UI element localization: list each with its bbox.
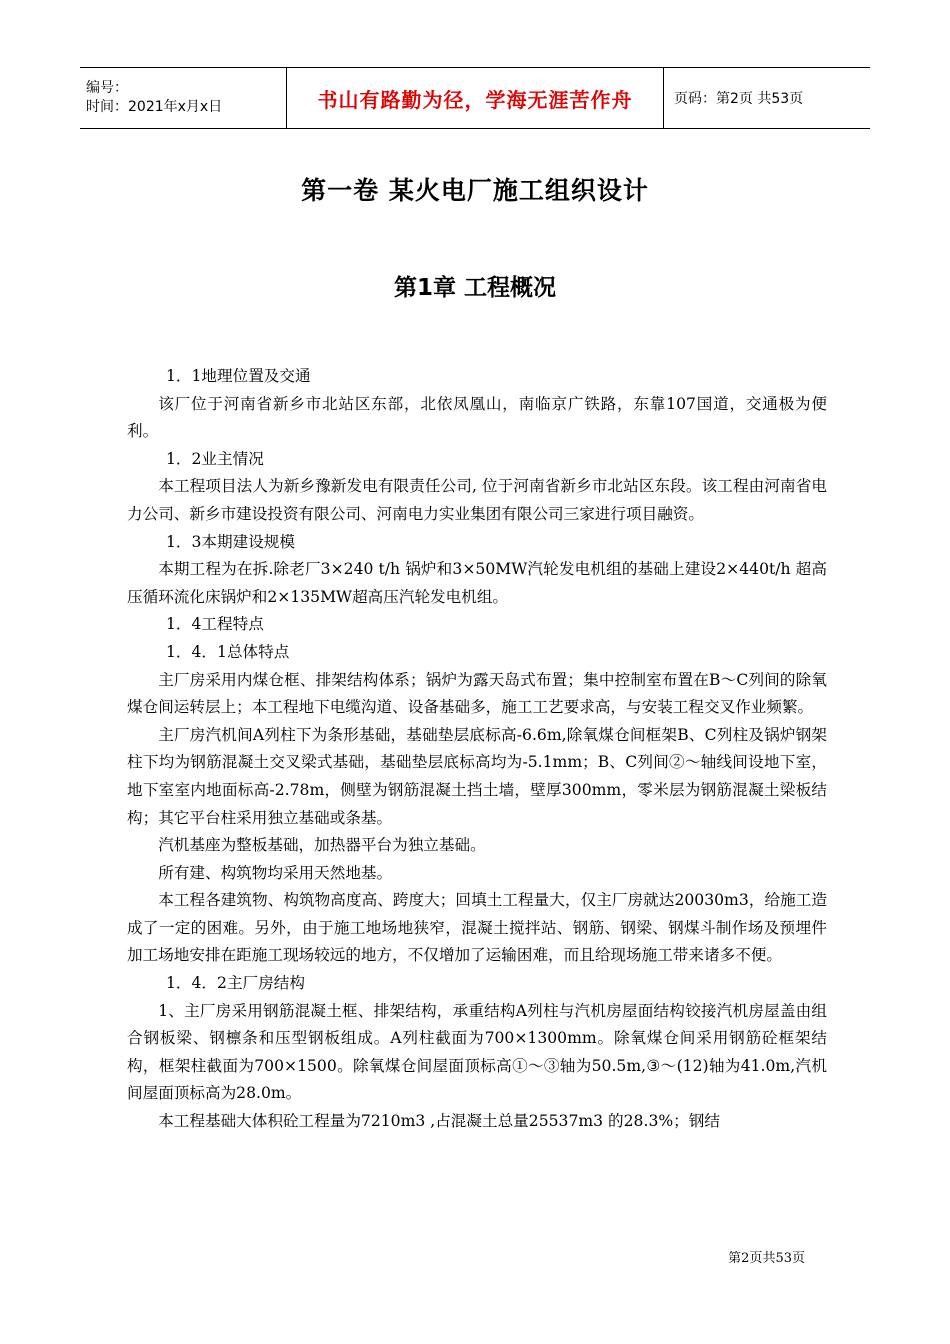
page-footer: 第2页共53页 (728, 1251, 805, 1266)
section-heading: 1．1地理位置及交通 (166, 367, 311, 385)
paragraph: 所有建、构筑物均采用天然地基。 (158, 863, 393, 882)
paragraph: 本期工程为在拆.除老厂3×240 t/h 锅炉和3×50MW汽轮发电机组的基础上建设2×440t/h 超高压循环流化床锅炉和2×135MW超高压汽轮发电机组。 (127, 560, 827, 606)
paragraph: 该厂位于河南省新乡市北站区东部，北依凤凰山，南临京广铁路，东靠107国道，交通极为便利。 (127, 394, 827, 441)
body-text (127, 363, 827, 1136)
subsection-heading: 1．4．2主厂房结构 (166, 974, 305, 993)
document-title: 第一卷 某火电厂施工组织设计 (301, 176, 649, 205)
header-motto: 书山有路勤为径，学海无涯苦作舟 (287, 68, 664, 129)
section-heading: 1．4工程特点 (166, 615, 264, 634)
chapter-title: 第1章 工程概况 (393, 275, 556, 301)
paragraph: 1、主厂房采用钢筋混凝土框、排架结构，承重结构A列柱与汽机房屋面结构铰接汽机房屋盖由组合钢板梁、钢檩条和压型钢板组成。A列柱截面为700×1300mm。除氧煤仓间采用钢筋砼框架结构，框架柱截面为700×1500。除氧煤仓间屋面顶标高①～③轴为50.5m,③～(12)轴为41.0m,汽机间屋面顶标高为28.0m。 (127, 1001, 827, 1103)
paragraph: 主厂房汽机间A列柱下为条形基础，基础垫层底标高-6.6m,除氧煤仓间框架B、C列柱及锅炉钢架柱下均为钢筋混凝土交叉梁式基础，基础垫层底标高均为-5.1mm；B、C列间②～轴线间设地下室，地下室室内地面标高-2.78m，侧壁为钢筋混凝土挡土墙，壁厚300mm，零米层为钢筋混凝土梁板结构；其它平台柱采用独立基础或条基。 (127, 725, 827, 827)
header-meta (80, 68, 287, 129)
paragraph: 本工程基础大体积砼工程量为7210m3 ,占混凝土总量25537m3 的28.3%；钢结 (158, 1112, 720, 1131)
document-number-label: 编号： (86, 80, 128, 96)
section-heading: 1．3本期建设规模 (166, 532, 295, 551)
section-heading: 1．2业主情况 (166, 449, 264, 468)
page-header (80, 67, 870, 129)
paragraph: 主厂房采用内煤仓框、排架结构体系；锅炉为露天岛式布置；集中控制室布置在B～C列间的除氧煤仓间运转层上；本工程地下电缆沟道、设备基础多，施工工艺要求高，与安装工程交叉作业频繁。 (127, 670, 827, 717)
paragraph: 本工程各建筑物、构筑物高度高、跨度大；回填土工程量大，仅主厂房就达20030m3，给施工造成了一定的困难。另外，由于施工地场地狭窄，混凝土搅拌站、钢筋、钢梁、钢煤斗制作场及预埋件加工场地安排在距施工现场较远的地方，不仅增加了运输困难，而且给现场施工带来诸多不便。 (127, 891, 827, 965)
header-page-number: 页码：第2页 共53页 (664, 68, 871, 129)
document-time-label: 时间：2021年x月x日 (86, 99, 223, 115)
subsection-heading: 1．4．1总体特点 (166, 642, 290, 661)
paragraph: 汽机基座为整板基础，加热器平台为独立基础。 (158, 836, 486, 855)
paragraph: 本工程项目法人为新乡豫新发电有限责任公司, 位于河南省新乡市北站区东段。该工程由河南省电力公司、新乡市建设投资有限公司、河南电力实业集团有限公司三家进行项目融资。 (127, 477, 827, 523)
